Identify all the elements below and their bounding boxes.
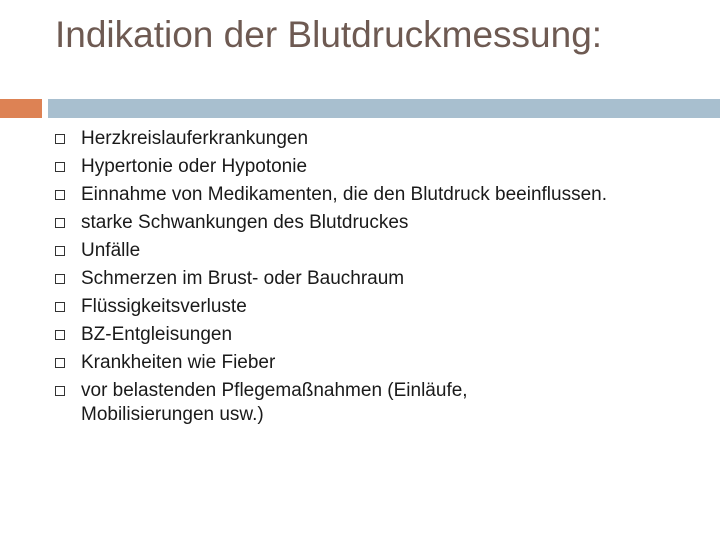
- square-outline-icon: [55, 218, 65, 228]
- bullet-text: Unfälle: [81, 240, 141, 261]
- square-outline-icon: [55, 386, 65, 396]
- bullet-item: [55, 323, 705, 347]
- square-outline-icon: [55, 302, 65, 312]
- bullet-text: Einnahme von Medikamenten, die den Blutdruck beeinflussen.: [81, 184, 607, 205]
- bullet-item: [55, 239, 705, 263]
- square-outline-icon: [55, 246, 65, 256]
- bullet-text: Hypertonie oder Hypotonie: [81, 156, 308, 177]
- accent-bar-orange: [0, 99, 42, 118]
- square-outline-icon: [55, 134, 65, 144]
- bullet-text: Krankheiten wie Fieber: [81, 352, 276, 373]
- bullet-text-line-1: vor belastenden Pflegemaßnahmen (Einläufe,: [81, 380, 468, 401]
- bullet-item: [55, 295, 705, 319]
- bullet-text: Flüssigkeitsverluste: [81, 296, 247, 317]
- bullet-item-multiline: [55, 379, 705, 427]
- bullet-item: [55, 267, 705, 291]
- bullet-text: BZ-Entgleisungen: [81, 324, 233, 345]
- square-outline-icon: [55, 330, 65, 340]
- bullet-text-line-2: Mobilisierungen usw.): [81, 404, 264, 425]
- square-outline-icon: [55, 162, 65, 172]
- bullet-item: [55, 127, 705, 151]
- bullet-list: [55, 127, 705, 431]
- bullet-text: starke Schwankungen des Blutdruckes: [81, 212, 409, 233]
- bullet-item: [55, 351, 705, 375]
- square-outline-icon: [55, 190, 65, 200]
- bullet-text: Schmerzen im Brust- oder Bauchraum: [81, 268, 405, 289]
- slide-title: Indikation der Blutdruckmessung:: [55, 14, 603, 55]
- bullet-item: [55, 211, 705, 235]
- accent-bar-blue: [48, 99, 720, 118]
- bullet-text: Herzkreislauferkrankungen: [81, 128, 309, 149]
- bullet-item: [55, 155, 705, 179]
- square-outline-icon: [55, 358, 65, 368]
- square-outline-icon: [55, 274, 65, 284]
- bullet-item: [55, 183, 705, 207]
